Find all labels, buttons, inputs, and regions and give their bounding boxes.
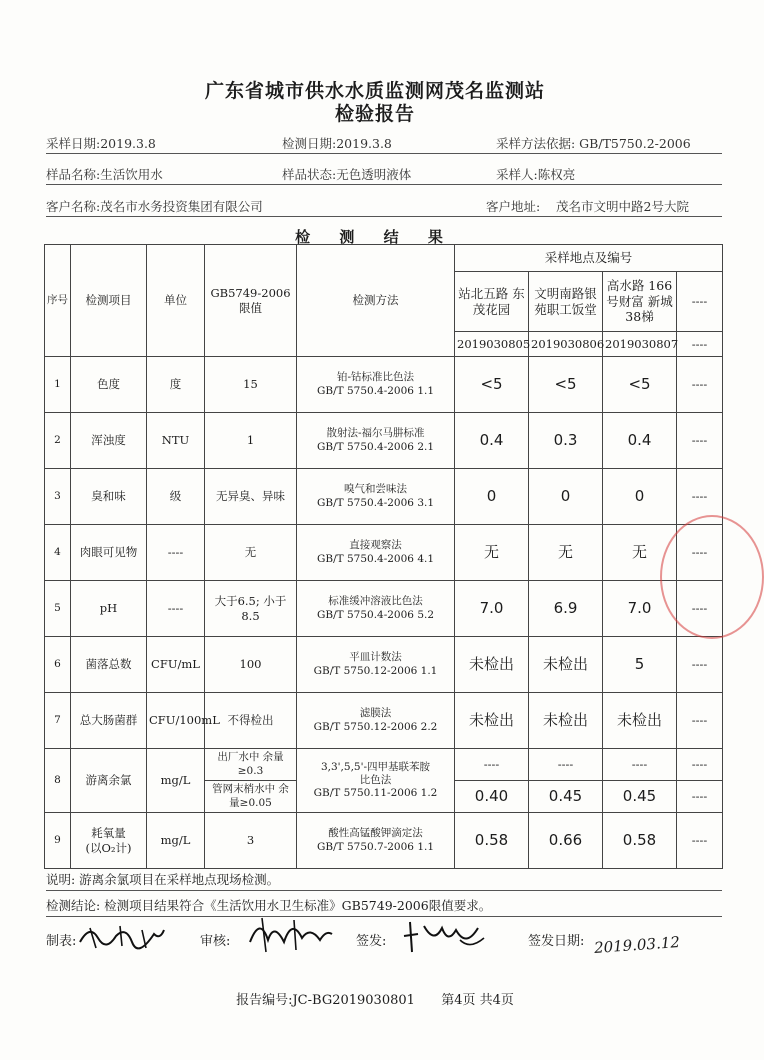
- row-value: <5: [603, 357, 677, 413]
- prepared-signature: [76, 918, 166, 954]
- row-value: 无: [455, 525, 529, 581]
- row-value: 0.45: [603, 781, 677, 813]
- row-method: 铂-钴标准比色法 GB/T 5750.4-2006 1.1: [297, 357, 455, 413]
- header-site: ----: [677, 272, 723, 332]
- row-value: 无: [529, 525, 603, 581]
- row-item: 总大肠菌群: [71, 693, 147, 749]
- row-item: 菌落总数: [71, 637, 147, 693]
- page-subtitle: 检验报告: [334, 103, 415, 125]
- row-value: 6.9: [529, 581, 603, 637]
- row-no: 4: [45, 525, 71, 581]
- row-value: 0: [455, 469, 529, 525]
- row-unit: 度: [147, 357, 205, 413]
- results-table: [44, 244, 723, 869]
- table-row: [45, 525, 723, 581]
- test-date: 检测日期:2019.3.8: [282, 136, 392, 151]
- row-method: 嗅气和尝味法 GB/T 5750.4-2006 3.1: [297, 469, 455, 525]
- row-item: 游离余氯: [71, 749, 147, 813]
- header-limit: GB5749-2006 限值: [205, 245, 297, 357]
- table-row: [45, 581, 723, 637]
- row-method: 平皿计数法 GB/T 5750.12-2006 1.1: [297, 637, 455, 693]
- client-name: 客户名称:茂名市水务投资集团有限公司: [46, 199, 263, 214]
- row-item: 浑浊度: [71, 413, 147, 469]
- sample-state: 样品状态:无色透明液体: [282, 167, 412, 182]
- issued-signature: [398, 914, 488, 956]
- row-value: <5: [529, 357, 603, 413]
- row-value: 0: [603, 469, 677, 525]
- row-no: 8: [45, 749, 71, 813]
- row-value: <5: [455, 357, 529, 413]
- row-value: 0.4: [455, 413, 529, 469]
- row-value: 0.45: [529, 781, 603, 813]
- row-unit: NTU: [147, 413, 205, 469]
- row-limit: 大于6.5; 小于8.5: [205, 581, 297, 637]
- row-value: 未检出: [529, 693, 603, 749]
- conclusion-text: 检测结论: 检测项目结果符合《生活饮用水卫生标准》GB5749-2006限值要求。: [46, 898, 492, 913]
- row-value: ----: [677, 357, 723, 413]
- row-no: 9: [45, 813, 71, 869]
- row-item: 耗氧量 (以O₂计): [71, 813, 147, 869]
- sampler: 采样人:陈权亮: [496, 167, 576, 182]
- issue-date-label: 签发日期:: [528, 934, 585, 949]
- row-method: 3,3',5,5'-四甲基联苯胺 比色法 GB/T 5750.11-2006 1.2: [297, 749, 455, 813]
- header-item: 检测项目: [71, 245, 147, 357]
- row-method: 标准缓冲溶液比色法 GB/T 5750.4-2006 5.2: [297, 581, 455, 637]
- row-no: 2: [45, 413, 71, 469]
- row-value: 无: [603, 525, 677, 581]
- client-address: 茂名市文明中路2号大院: [556, 199, 689, 214]
- row-limit: 1: [205, 413, 297, 469]
- row-value: 未检出: [455, 693, 529, 749]
- row-no: 1: [45, 357, 71, 413]
- issue-date: 2019.03.12: [593, 933, 681, 957]
- row-value: ----: [677, 581, 723, 637]
- sample-code: 2019030807: [603, 332, 677, 357]
- sample-code: ----: [677, 332, 723, 357]
- table-row: [45, 637, 723, 693]
- row-value: 0: [529, 469, 603, 525]
- row-value: 0.58: [455, 813, 529, 869]
- row-value: 7.0: [455, 581, 529, 637]
- row-value: 0.40: [455, 781, 529, 813]
- row-unit: mg/L: [147, 749, 205, 813]
- row-limit: 无: [205, 525, 297, 581]
- table-row: [45, 749, 723, 781]
- row-value: ----: [677, 781, 723, 813]
- row-method: 散射法-福尔马肼标准 GB/T 5750.4-2006 2.1: [297, 413, 455, 469]
- page-number: 第4页 共4页: [441, 993, 514, 1008]
- sample-date: 采样日期:2019.3.8: [46, 136, 156, 151]
- row-value: ----: [677, 813, 723, 869]
- row-no: 7: [45, 693, 71, 749]
- row-no: 6: [45, 637, 71, 693]
- reviewed-by-label: 审核:: [200, 934, 231, 949]
- sample-name: 样品名称:生活饮用水: [46, 167, 163, 182]
- client-address-label: 客户地址:: [486, 199, 541, 214]
- row-limit: 管网末梢水中 余量≥0.05: [205, 781, 297, 813]
- row-item: 色度: [71, 357, 147, 413]
- row-value: ----: [677, 693, 723, 749]
- note-text: 说明: 游离余氯项目在采样地点现场检测。: [46, 872, 280, 887]
- red-seal-stamp: [660, 515, 764, 639]
- header-site: 站北五路 东茂花园: [455, 272, 529, 332]
- divider: [46, 216, 722, 217]
- row-value: 5: [603, 637, 677, 693]
- table-row: [45, 413, 723, 469]
- report-number: 报告编号:JC-BG2019030801: [236, 993, 415, 1008]
- table-row: [45, 469, 723, 525]
- divider: [46, 153, 722, 154]
- row-limit: 无异臭、异味: [205, 469, 297, 525]
- sample-code: 2019030805: [455, 332, 529, 357]
- row-unit: 级: [147, 469, 205, 525]
- row-unit: ----: [147, 581, 205, 637]
- table-row: [45, 693, 723, 749]
- divider: [46, 184, 722, 185]
- row-value: 7.0: [603, 581, 677, 637]
- row-value: 未检出: [529, 637, 603, 693]
- header-site: 文明南路银 苑职工饭堂: [529, 272, 603, 332]
- report-footer: [0, 989, 750, 1008]
- table-row: [45, 357, 723, 413]
- row-no: 5: [45, 581, 71, 637]
- sample-code: 2019030806: [529, 332, 603, 357]
- row-method: 酸性高锰酸钾滴定法 GB/T 5750.7-2006 1.1: [297, 813, 455, 869]
- method-basis: 采样方法依据: GB/T5750.2-2006: [496, 136, 691, 151]
- results-heading: 检 测 结 果: [295, 228, 455, 246]
- row-value: 未检出: [455, 637, 529, 693]
- row-item: 臭和味: [71, 469, 147, 525]
- page-title: 广东省城市供水水质监测网茂名监测站: [204, 80, 545, 102]
- row-unit: CFU/mL: [147, 637, 205, 693]
- header-method: 检测方法: [297, 245, 455, 357]
- row-value: ----: [603, 749, 677, 781]
- divider: [46, 916, 722, 917]
- row-value: ----: [455, 749, 529, 781]
- row-value: ----: [677, 525, 723, 581]
- row-value: ----: [677, 749, 723, 781]
- header-sites-group: 采样地点及编号: [455, 245, 723, 272]
- header-no: 序号: [45, 245, 71, 357]
- row-item: 肉眼可见物: [71, 525, 147, 581]
- header-unit: 单位: [147, 245, 205, 357]
- row-value: ----: [529, 749, 603, 781]
- row-value: 0.4: [603, 413, 677, 469]
- row-limit: 不得检出: [205, 693, 297, 749]
- row-no: 3: [45, 469, 71, 525]
- row-value: ----: [677, 413, 723, 469]
- row-unit: mg/L: [147, 813, 205, 869]
- row-item: pH: [71, 581, 147, 637]
- row-value: 0.3: [529, 413, 603, 469]
- issued-by-label: 签发:: [356, 934, 387, 949]
- row-value: ----: [677, 637, 723, 693]
- row-method: 滤膜法 GB/T 5750.12-2006 2.2: [297, 693, 455, 749]
- divider: [46, 890, 722, 891]
- row-limit: 100: [205, 637, 297, 693]
- row-unit: ----: [147, 525, 205, 581]
- row-value: 0.58: [603, 813, 677, 869]
- row-limit: 3: [205, 813, 297, 869]
- table-row: [45, 813, 723, 869]
- prepared-by-label: 制表:: [46, 934, 77, 949]
- row-value: 0.66: [529, 813, 603, 869]
- header-site: 高水路 166号财富 新城38梯: [603, 272, 677, 332]
- row-limit: 出厂水中 余量≥0.3: [205, 749, 297, 781]
- row-value: ----: [677, 469, 723, 525]
- reviewed-signature: [244, 912, 334, 956]
- row-unit: CFU/100mL: [147, 693, 205, 749]
- row-method: 直接观察法 GB/T 5750.4-2006 4.1: [297, 525, 455, 581]
- row-value: 未检出: [603, 693, 677, 749]
- row-limit: 15: [205, 357, 297, 413]
